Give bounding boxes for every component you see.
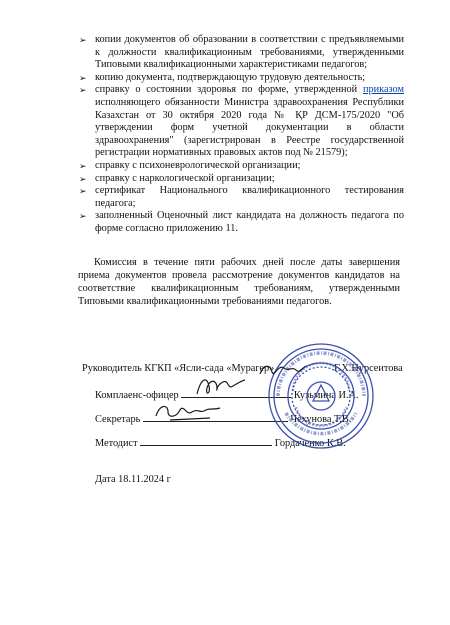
arrow-bullet-icon: ➢	[79, 173, 87, 184]
list-item: ➢ справку с психоневрологической организации;	[79, 159, 301, 171]
list-item: ➢ справку с наркологической организации;	[79, 172, 275, 184]
director-signature	[256, 358, 308, 380]
arrow-bullet-icon: ➢	[79, 85, 87, 96]
order-link[interactable]: приказом	[362, 84, 404, 96]
arrow-bullet-icon: ➢	[79, 211, 87, 222]
arrow-bullet-icon: ➢	[79, 35, 87, 45]
secretary-title: Секретарь	[95, 414, 141, 425]
compliance-signature	[193, 372, 247, 400]
compliance-title: Комплаенс-офицер	[95, 390, 179, 401]
document-date: Дата 18.11.2024 г	[95, 474, 171, 485]
list-item: ➢ сертификат Национального квалификационного тестирования педагога;	[79, 185, 404, 209]
compliance-name: Кузьмина И.А.	[293, 390, 359, 401]
required-documents-list	[78, 34, 404, 236]
list-item: ➢ копии документов об образовании в соответствии с предъявляемыми к должности квалификационным требованиями, утвержденными Типовыми квалификационными характеристиками педагогов;	[79, 34, 404, 71]
list-item: ➢ копию документа, подтверждающую трудовую деятельность;	[79, 71, 366, 83]
director-title: Руководитель КГКП «Ясли-сада «Мурагер»	[82, 363, 275, 374]
methodist-title: Методист	[95, 438, 138, 449]
methodist-name: Гордаченко К.В.	[274, 438, 346, 449]
signature-underline	[140, 435, 272, 446]
arrow-bullet-icon: ➢	[79, 160, 87, 171]
secretary-name: Чехунова Т.В.	[290, 414, 352, 425]
arrow-bullet-icon: ➢	[79, 186, 87, 197]
arrow-bullet-icon: ➢	[79, 72, 87, 83]
director-name: Г.Х.Нурсеитова	[334, 363, 403, 374]
secretary-signature	[150, 398, 222, 424]
list-item: ➢ справку о состоянии здоровья по форме, утвержденной приказом исполняющего обязанности Министра здравоохранения Республики Казахстан от 30 октября 2020 года № ҚР ДСМ-175/2020 "Об утверждении форм учетной документации в области здравоохранения" (зарегистрирован в Реестре государственной регистрации нормативных правовых актов под № 21579);	[79, 84, 404, 159]
commission-paragraph: Комиссия в течение пяти рабочих дней после даты завершения приема документов провела рассмотрение документов кандидатов на соответствие квалификационным требованиям, утвержденными Типовыми квалификационными требованиями педагогов.	[78, 257, 400, 307]
list-item: ➢ заполненный Оценочный лист кандидата на должность педагога по форме согласно приложению 11.	[79, 210, 404, 234]
